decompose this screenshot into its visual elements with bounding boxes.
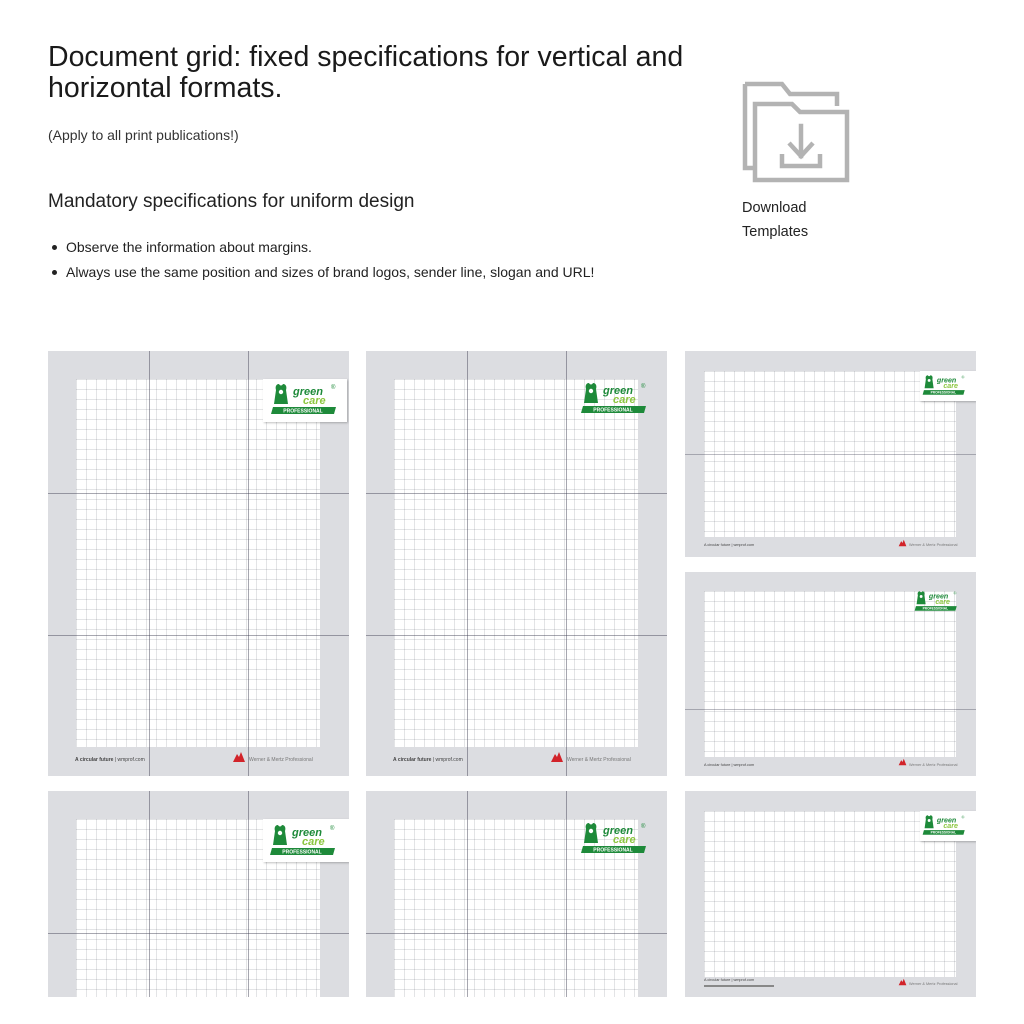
row-guide [48, 493, 349, 494]
row-guide [685, 709, 976, 710]
svg-text:care: care [613, 394, 636, 406]
company-name: Werner & Mertz Professional [909, 763, 958, 767]
svg-text:green: green [292, 827, 322, 839]
svg-text:PROFESSIONAL: PROFESSIONAL [282, 849, 322, 856]
row-guide [48, 933, 349, 934]
company-name: Werner & Mertz Professional [909, 982, 958, 986]
column-guide [248, 351, 249, 776]
template-portrait-3[interactable] [48, 791, 349, 997]
green-care-logo [914, 590, 958, 612]
svg-text:green: green [928, 592, 949, 601]
download-label-line2: Templates [742, 224, 809, 240]
svg-text:care: care [943, 822, 958, 831]
svg-text:green: green [936, 816, 957, 825]
template-landscape-3[interactable] [685, 791, 976, 997]
svg-text:care: care [303, 395, 326, 407]
svg-text:®: ® [641, 824, 646, 830]
column-guide [467, 791, 468, 997]
template-portrait-4[interactable] [366, 791, 667, 997]
row-guide [366, 933, 667, 934]
row-guide [685, 454, 976, 455]
svg-text:care: care [943, 382, 958, 391]
green-care-logo [270, 382, 338, 416]
svg-text:care: care [935, 598, 950, 607]
sender-line: A circular future | wmprof.com [393, 757, 463, 763]
template-landscape-2[interactable] [685, 572, 976, 776]
address-line [704, 985, 774, 987]
sender-line: A circular future | wmprof.com [704, 543, 755, 547]
svg-text:®: ® [331, 385, 336, 391]
spec-item-margins: Observe the information about margins. [48, 235, 594, 260]
svg-text:PROFESSIONAL: PROFESSIONAL [593, 847, 633, 854]
svg-text:PROFESSIONAL: PROFESSIONAL [283, 408, 323, 415]
company-name: Werner & Mertz Professional [567, 757, 631, 763]
svg-text:PROFESSIONAL: PROFESSIONAL [922, 606, 949, 611]
column-guide [248, 791, 249, 997]
row-guide [48, 635, 349, 636]
column-guide [149, 791, 150, 997]
svg-text:PROFESSIONAL: PROFESSIONAL [593, 407, 633, 414]
werner-mertz-icon [898, 758, 907, 766]
type-area [76, 379, 323, 747]
folder-download-icon [742, 80, 852, 184]
svg-text:®: ® [961, 374, 965, 380]
column-guide [566, 351, 567, 776]
svg-text:®: ® [330, 826, 335, 832]
type-area [394, 379, 638, 747]
download-templates-button[interactable] [742, 80, 862, 244]
column-guide [149, 351, 150, 776]
svg-text:care: care [302, 836, 325, 848]
green-care-logo [269, 823, 337, 857]
svg-text:green: green [936, 376, 957, 385]
template-landscape-1[interactable] [685, 351, 976, 557]
svg-text:green: green [293, 386, 323, 398]
werner-mertz-icon [550, 751, 564, 763]
green-care-logo [922, 374, 966, 396]
green-care-logo [922, 814, 966, 836]
sender-line: A circular future | wmprof.com [704, 763, 755, 767]
svg-text:PROFESSIONAL: PROFESSIONAL [930, 830, 957, 835]
werner-mertz-icon [232, 751, 246, 763]
template-portrait-2[interactable] [366, 351, 667, 776]
type-area [704, 811, 956, 977]
column-guide [467, 351, 468, 776]
svg-text:®: ® [953, 590, 957, 596]
spec-list [48, 235, 594, 285]
download-label [742, 196, 862, 244]
print-note: (Apply to all print publications!) [48, 127, 239, 143]
type-area [704, 591, 956, 757]
template-portrait-1[interactable] [48, 351, 349, 776]
page-title: Document grid: fixed specifications for vertical and horizontal formats. [48, 41, 684, 104]
company-name: Werner & Mertz Professional [909, 543, 958, 547]
svg-text:®: ® [961, 814, 965, 820]
download-label-line1: Download [742, 200, 807, 216]
spec-item-logos: Always use the same position and sizes of brand logos, sender line, slogan and URL! [48, 260, 594, 285]
werner-mertz-icon [898, 978, 907, 986]
company-name: Werner & Mertz Professional [249, 757, 313, 763]
green-care-logo [580, 821, 648, 855]
column-guide [566, 791, 567, 997]
section-heading: Mandatory specifications for uniform design [48, 191, 415, 212]
sender-block: A circular future | wmprof.com [704, 978, 774, 987]
row-guide [366, 493, 667, 494]
sender-line: A circular future | wmprof.com [75, 757, 145, 763]
svg-text:PROFESSIONAL: PROFESSIONAL [930, 390, 957, 395]
werner-mertz-icon [898, 539, 907, 547]
green-care-logo [580, 381, 648, 415]
svg-text:care: care [613, 834, 636, 846]
svg-text:®: ® [641, 384, 646, 390]
svg-text:green: green [603, 385, 633, 397]
row-guide [366, 635, 667, 636]
svg-text:green: green [603, 825, 633, 837]
